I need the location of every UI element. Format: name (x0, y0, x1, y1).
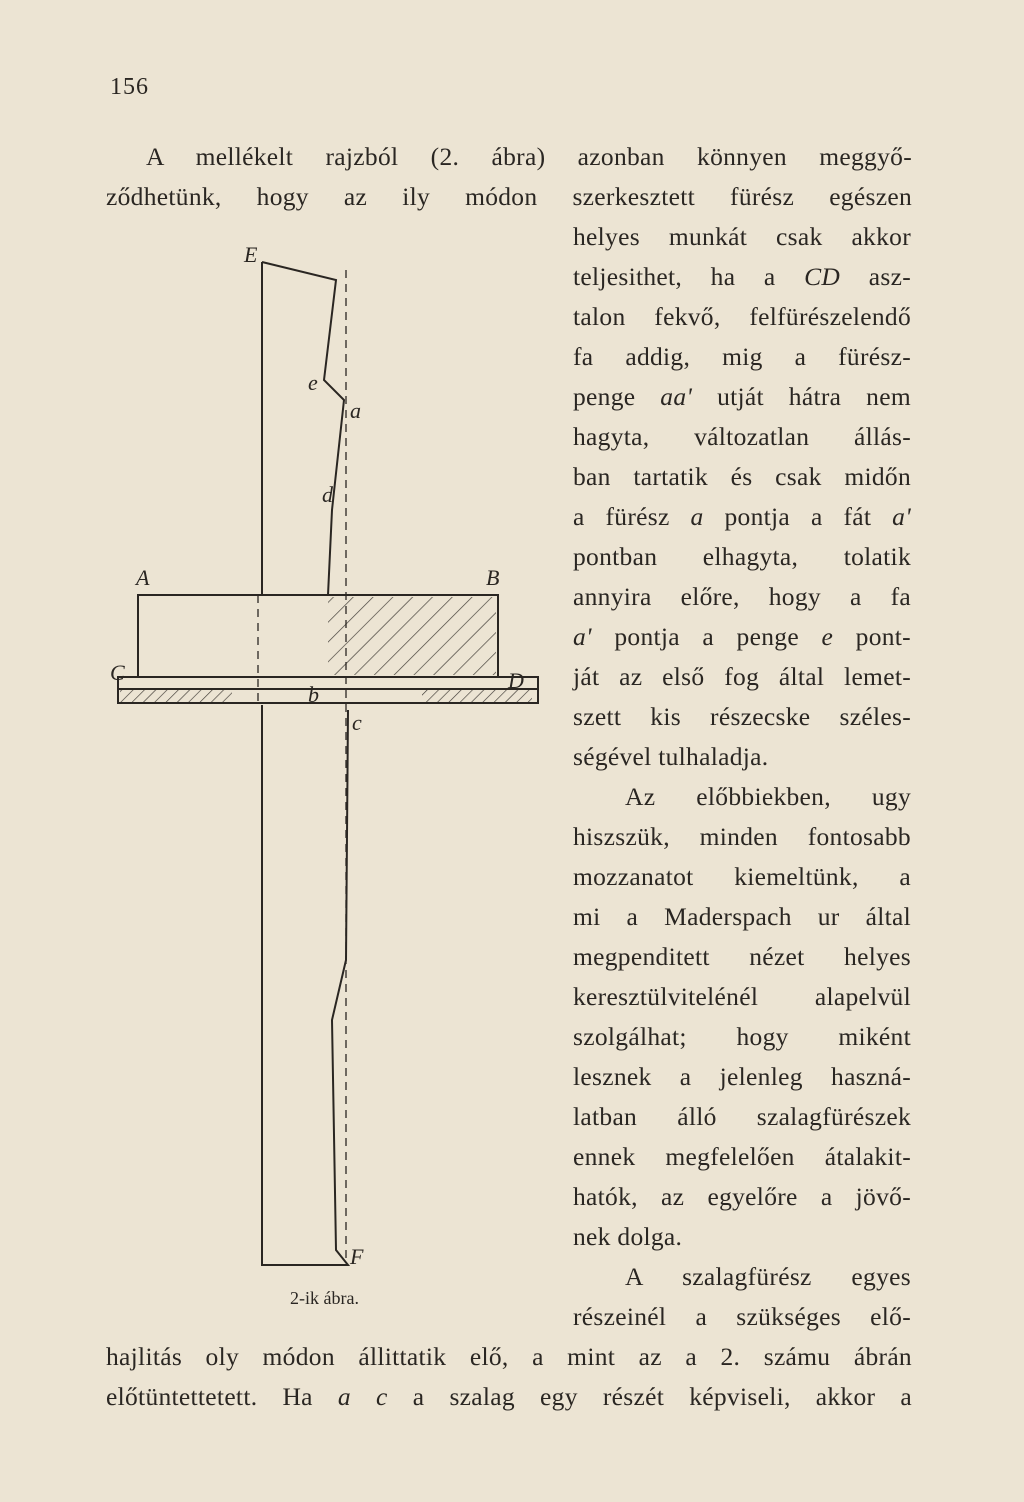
text-line: keresztülvitelénél alapelvül (573, 982, 911, 1011)
text-line: hiszszük, minden fontosabb (573, 822, 911, 851)
text-line: fa addig, mig a fürész- (573, 342, 911, 371)
text-line: mi a Maderspach ur által (573, 902, 911, 931)
wood-hatching (328, 597, 496, 675)
text-line: Az előbbiekben, ugy (625, 782, 911, 811)
text-line: szett kis részecske széles- (573, 702, 911, 731)
figure-caption: 2-ik ábra. (290, 1288, 359, 1308)
text-line: latban álló szalagfürészek (573, 1102, 911, 1131)
text-line: ződhetünk, hogy az ily módon szerkesztett fürész egészen (106, 182, 912, 211)
text-line: nek dolga. (573, 1222, 683, 1251)
text-line: A mellékelt rajzból (2. ábra) azonban könnyen meggyő- (146, 142, 912, 171)
text-line: előtüntettetett. Ha a c a szalag egy részét képviseli, akkor a (106, 1382, 912, 1411)
text-line: pontban elhagyta, tolatik (573, 542, 911, 571)
text-line: teljesithet, ha a CD asz- (573, 262, 911, 291)
text-line: annyira előre, hogy a fa (573, 582, 911, 611)
text-line: lesznek a jelenleg haszná- (573, 1062, 911, 1091)
text-line: A szalagfürész egyes (625, 1262, 911, 1291)
label-C: C (110, 660, 125, 685)
label-B: B (486, 565, 500, 590)
text-line: hagyta, változatlan állás- (573, 422, 911, 451)
text-line: megpenditett nézet helyes (573, 942, 911, 971)
text-line: ját az első fog által lemet- (573, 662, 911, 691)
label-d: d (322, 482, 333, 507)
text-line: mozzanatot kiemeltünk, a (573, 862, 911, 891)
text-line: penge aa' utját hátra nem (573, 382, 911, 411)
label-e: e (308, 370, 318, 395)
text-line: talon fekvő, felfürészelendő (573, 302, 911, 331)
text-line: helyes munkát csak akkor (573, 222, 911, 251)
text-line: ségével tulhaladja. (573, 742, 769, 771)
text-line: ban tartatik és csak midőn (573, 462, 911, 491)
blade-outline (262, 262, 348, 1265)
saw-blade-diagram (96, 240, 556, 1270)
label-F: F (350, 1244, 364, 1269)
text-line: hatók, az egyelőre a jövő- (573, 1182, 911, 1211)
text-line: szolgálhat; hogy miként (573, 1022, 911, 1051)
label-D: D (508, 668, 524, 693)
table-hatching (120, 690, 232, 702)
text-line: a' pontja a penge e pont- (573, 622, 911, 651)
label-A: A (136, 565, 150, 590)
text-line: részeinél a szükséges elő- (573, 1302, 911, 1331)
label-c: c (352, 710, 362, 735)
text-line: a fürész a pontja a fát a' (573, 502, 911, 531)
text-line: hajlitás oly módon állittatik elő, a mint az a 2. számu ábrán (106, 1342, 912, 1371)
label-b: b (308, 682, 319, 707)
label-E: E (244, 242, 258, 267)
text-line: ennek megfelelően átalakit- (573, 1142, 911, 1171)
label-a: a (350, 398, 361, 423)
page-number: 156 (110, 74, 149, 100)
